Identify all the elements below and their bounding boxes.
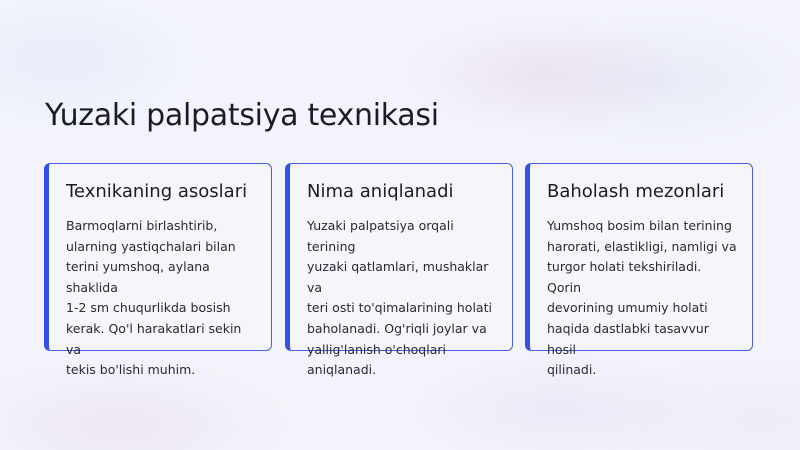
card-line: yallig'lanish o'choqlari bbox=[307, 341, 446, 357]
card-line: 1-2 sm chuqurlikda bosish bbox=[66, 300, 231, 316]
card-line: harorati, elastikligi, namligi va bbox=[547, 238, 737, 254]
card-line: aniqlanadi. bbox=[307, 362, 377, 378]
card-line: qilinadi. bbox=[547, 362, 597, 378]
card-line: terini yumshoq, aylana shaklida bbox=[66, 259, 210, 295]
card-line: turgor holati tekshiriladi. Qorin bbox=[547, 259, 702, 295]
card-line: Yumshoq bosim bilan terining bbox=[547, 218, 732, 233]
card-line: devorining umumiy holati bbox=[547, 300, 708, 316]
card-title: Baholash mezonlari bbox=[547, 181, 725, 202]
card-title: Nima aniqlanadi bbox=[307, 181, 454, 202]
slide-title: Yuzaki palpatsiya texnikasi bbox=[45, 98, 439, 133]
card-line: Yuzaki palpatsiya orqali terining bbox=[307, 218, 454, 254]
card-title: Texnikaning asoslari bbox=[66, 181, 248, 202]
card-technique-basics bbox=[44, 163, 272, 378]
card-line: haqida dastlabki tasavvur hosil bbox=[547, 320, 709, 357]
card-line: yuzaki qatlamlari, mushaklar va bbox=[307, 259, 489, 295]
card-line: baholanadi. Og'riqli joylar va bbox=[307, 320, 487, 336]
card-line: teri osti to'qimalarining holati bbox=[307, 300, 492, 316]
card-line: ularning yastiqchalari bilan bbox=[66, 238, 236, 254]
card-assessment-criteria bbox=[525, 163, 753, 378]
card-line: Barmoqlarni birlashtirib, bbox=[66, 218, 218, 233]
card-body bbox=[547, 216, 738, 381]
card-body bbox=[307, 216, 498, 381]
card-what-is-detected bbox=[285, 163, 513, 378]
card-body bbox=[66, 216, 257, 381]
card-line: kerak. Qo'l harakatlari sekin va bbox=[66, 320, 242, 357]
card-line: tekis bo'lishi muhim. bbox=[66, 362, 196, 378]
